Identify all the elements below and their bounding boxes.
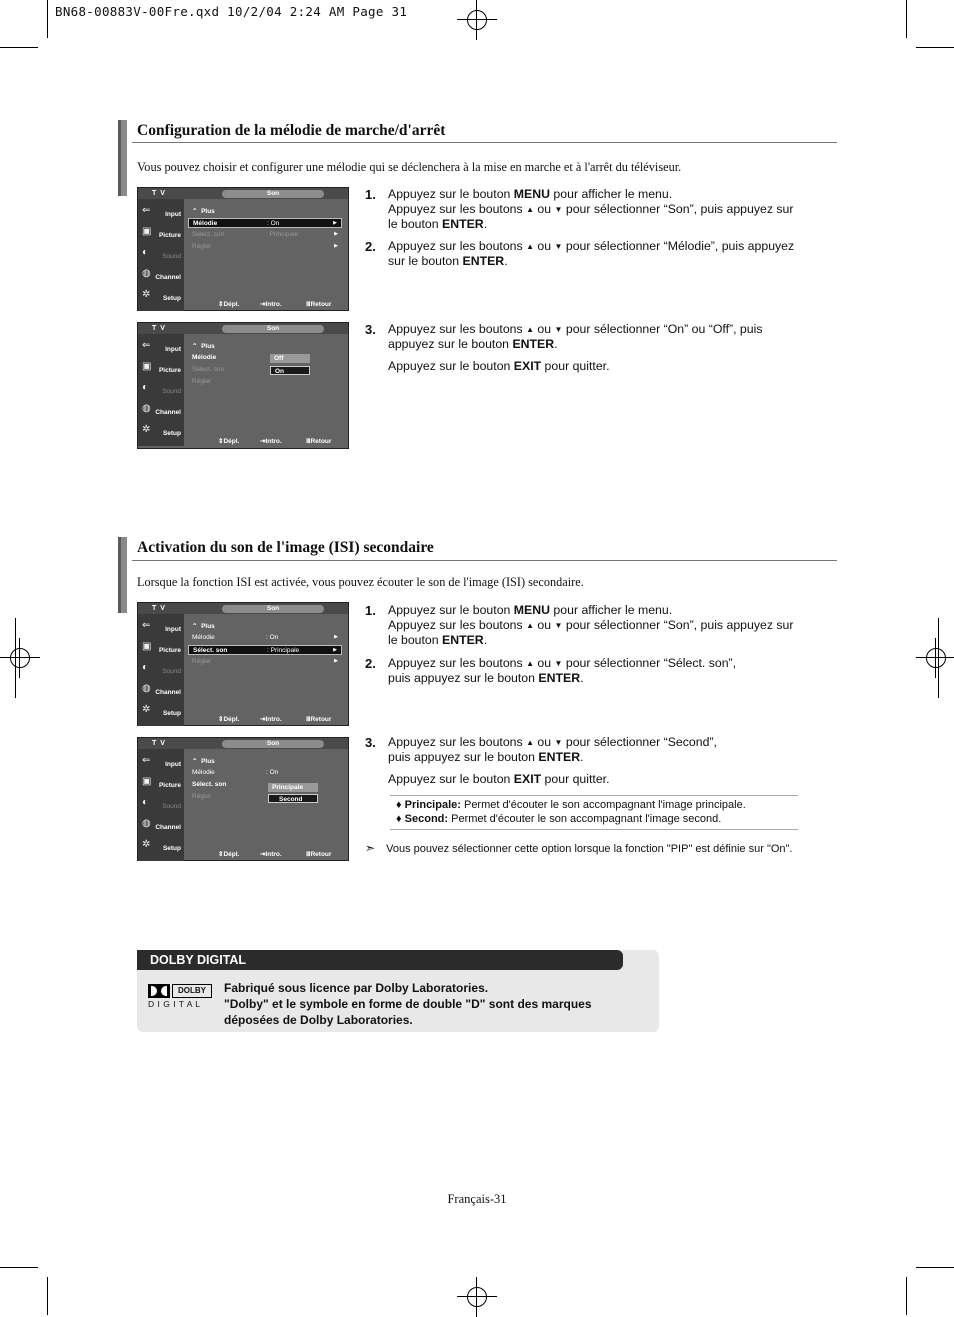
crop-mark bbox=[47, 0, 48, 38]
note-principale: ♦ Principale: Permet d'écouter le son accompagnant l'image principale. bbox=[396, 799, 746, 811]
crop-mark bbox=[916, 1267, 954, 1268]
options-note-box bbox=[390, 795, 798, 830]
picture-icon: ▣ bbox=[142, 641, 152, 652]
channel-icon: ◍ bbox=[142, 818, 151, 829]
tv-option-off: Off bbox=[270, 354, 310, 363]
section-bar bbox=[118, 537, 127, 613]
picture-icon: ▣ bbox=[142, 361, 152, 372]
tv-option-principale: Principale bbox=[268, 783, 318, 792]
tv-sidebar bbox=[138, 199, 184, 311]
tv-menu-screen: T V Son ⇐ Input ▣ Picture ◐ Sound ◍ Channel ✲ Setup ⌃ Plus Mélodie : On Sélect. son Régler Principale Second ⇕ Dépl. ⇥ Intro. Ⅲ Retour bbox=[137, 737, 349, 861]
tv-option-on: On bbox=[270, 366, 310, 375]
channel-icon: ◍ bbox=[142, 268, 151, 279]
tv-footer: ⇕ Dépl. ⇥ Intro. Ⅲ Retour bbox=[218, 301, 332, 308]
sound-icon: ◐ bbox=[142, 247, 149, 258]
tv-row-select-son: Sélect. son : Principale ▶ bbox=[192, 231, 338, 238]
section-rule bbox=[132, 560, 837, 561]
tip-note: ➣ Vous pouvez sélectionner cette option lorsque la fonction "PIP" est définie sur "On". bbox=[365, 841, 793, 855]
setup-icon: ✲ bbox=[142, 424, 151, 435]
setup-icon: ✲ bbox=[142, 289, 151, 300]
note-arrow-icon: ➣ bbox=[365, 841, 376, 855]
dolby-header: DOLBY DIGITAL bbox=[137, 950, 623, 970]
section-rule bbox=[132, 142, 837, 143]
tv-side-picture: ▣ Picture bbox=[142, 226, 181, 239]
picture-icon: ▣ bbox=[142, 226, 152, 237]
tv-row-plus: ⌃ Plus bbox=[192, 208, 215, 215]
setup-icon: ✲ bbox=[142, 704, 151, 715]
channel-icon: ◍ bbox=[142, 683, 151, 694]
crop-mark bbox=[906, 1277, 907, 1315]
dolby-logo-icon: DOLBY D I G I T A L bbox=[148, 984, 214, 1010]
input-icon: ⇐ bbox=[142, 620, 151, 631]
tv-side-channel: ◍ Channel bbox=[142, 268, 181, 281]
tv-label: T V bbox=[152, 190, 166, 197]
picture-icon: ▣ bbox=[142, 776, 152, 787]
dolby-text: Fabriqué sous licence par Dolby Laboratories. "Dolby" et le symbole en forme de double "D" sont des marques déposées de Dolby Laboratories. bbox=[224, 981, 592, 1027]
registration-mark bbox=[457, 1277, 497, 1317]
tv-row-melodie: Mélodie : On ▶ bbox=[188, 218, 342, 228]
input-icon: ⇐ bbox=[142, 340, 151, 351]
note-second: ♦ Second: Permet d'écouter le son accompagnant l'image second. bbox=[396, 813, 722, 825]
page-number: Français-31 bbox=[447, 1192, 507, 1206]
tv-menu-screen: T V Son ⇐ Input ▣ Picture ◐ Sound ◍ Channel ✲ Setup ⌃ Plus Mélodie : On ▶ Sélect. son : Principale ▶ Régler ▶ ⇕ Dépl. ⇥ Intro. Ⅲ Retour bbox=[137, 602, 349, 726]
crop-mark bbox=[0, 1267, 38, 1268]
registration-mark bbox=[916, 638, 954, 678]
input-icon: ⇐ bbox=[142, 205, 151, 216]
crop-mark bbox=[916, 47, 954, 48]
section1-intro: Vous pouvez choisir et configurer une mélodie qui se déclenchera à la mise en marche et à l'arrêt du téléviseur. bbox=[137, 160, 682, 174]
tv-menu-screen bbox=[137, 187, 349, 311]
input-icon: ⇐ bbox=[142, 755, 151, 766]
tv-side-input: ⇐ Input bbox=[142, 205, 181, 218]
tv-side-sound: ◐ Sound bbox=[142, 247, 181, 260]
tv-side-setup: ✲ Setup bbox=[142, 289, 181, 302]
registration-mark bbox=[457, 0, 497, 40]
crop-mark bbox=[0, 47, 38, 48]
tv-row-regler: Régler ▶ bbox=[192, 243, 338, 250]
file-slug: BN68-00883V-00Fre.qxd 10/2/04 2:24 AM Page 31 bbox=[55, 4, 408, 19]
section1-title: Configuration de la mélodie de marche/d'arrêt bbox=[137, 122, 446, 139]
registration-mark bbox=[0, 638, 40, 678]
tv-sidebar: ⇐ Input ▣ Picture ◐ Sound ◍ Channel ✲ Setup bbox=[138, 614, 184, 726]
tv-option-second: Second bbox=[268, 794, 318, 803]
crop-mark bbox=[906, 0, 907, 38]
section2-title: Activation du son de l'image (ISI) secondaire bbox=[137, 539, 434, 556]
tv-tab: Son bbox=[222, 190, 324, 198]
section2-intro: Lorsque la fonction ISI est activée, vous pouvez écouter le son de l'image (ISI) secondaire. bbox=[137, 575, 584, 589]
tv-sidebar: ⇐ Input ▣ Picture ◐ Sound ◍ Channel ✲ Setup bbox=[138, 334, 184, 446]
tv-menu-screen: T V Son ⇐ Input ▣ Picture ◐ Sound ◍ Channel ✲ Setup ⌃ Plus Mélodie Sélect. son Régler Off On ⇕ Dépl. ⇥ Intro. Ⅲ Retour bbox=[137, 322, 349, 449]
section-bar bbox=[118, 120, 127, 196]
crop-mark bbox=[47, 1277, 48, 1315]
sound-icon: ◐ bbox=[142, 382, 149, 393]
channel-icon: ◍ bbox=[142, 403, 151, 414]
sound-icon: ◐ bbox=[142, 662, 149, 673]
setup-icon: ✲ bbox=[142, 839, 151, 850]
tv-sidebar: ⇐ Input ▣ Picture ◐ Sound ◍ Channel ✲ Setup bbox=[138, 749, 184, 861]
sound-icon: ◐ bbox=[142, 797, 149, 808]
